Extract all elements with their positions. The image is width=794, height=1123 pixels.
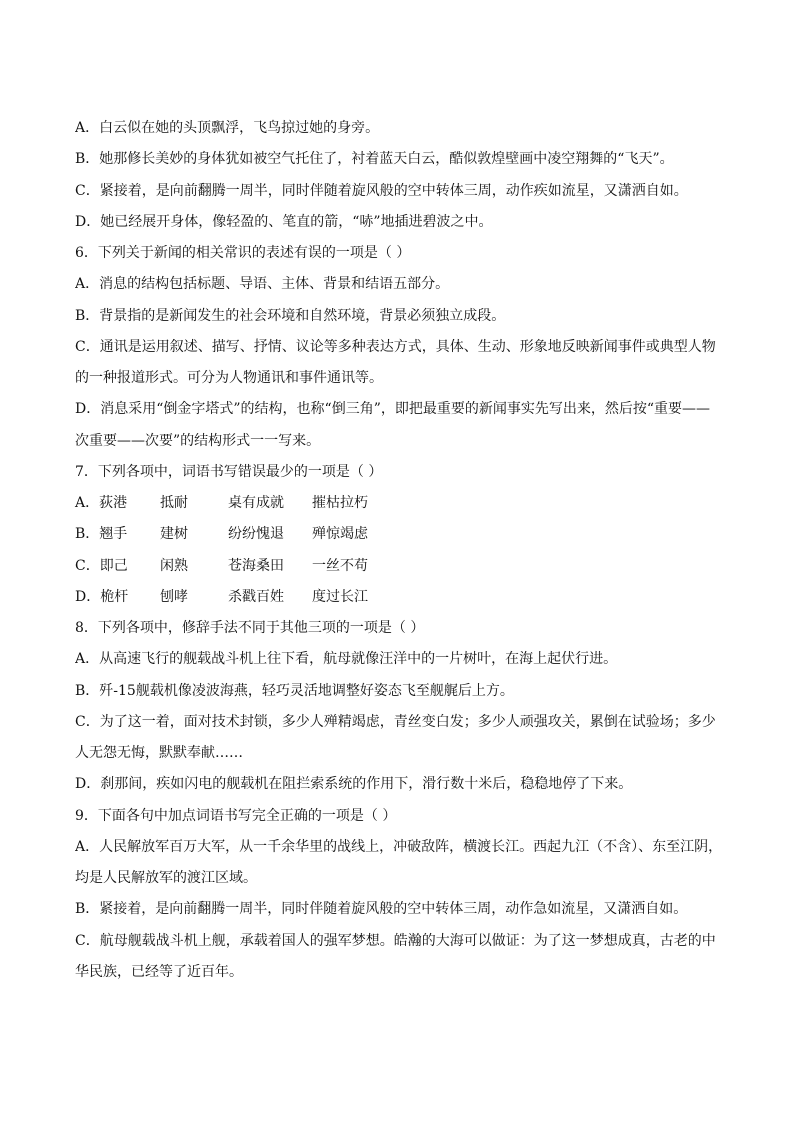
q8-stem: 8．下列各项中，修辞手法不同于其他三项的一项是（ ）	[75, 620, 425, 636]
q9-option-a-line2: 均是人民解放军的渡江区域。	[75, 870, 257, 886]
q6-option-c-line1: C．通讯是运用叙述、描写、抒情、议论等多种表达方式，具体、生动、形象地反映新闻事件或典型人物	[75, 339, 716, 355]
q7-word: 纷纷愧退	[228, 526, 284, 542]
q7-word: 一丝不苟	[312, 558, 368, 574]
q7-word: 摧枯拉朽	[312, 495, 368, 511]
q7-word: 桌有成就	[228, 495, 284, 511]
q7-word: 刨哮	[160, 589, 188, 605]
q7-word: 建树	[160, 526, 188, 542]
q7-word: 度过长江	[312, 589, 368, 605]
q7-word: C．即己	[75, 558, 128, 574]
q7-word: 苍海桑田	[228, 558, 284, 574]
q7-option-row	[75, 587, 725, 607]
q6-option-d-line2: 次重要——次要”的结构形式一一写来。	[75, 433, 321, 449]
q6-stem: 6．下列关于新闻的相关常识的表述有误的一项是（ ）	[75, 245, 411, 261]
q8-option-d: D．刹那间，疾如闪电的舰载机在阻拦索系统的作用下，滑行数十米后，稳稳地停了下来。	[75, 776, 633, 792]
q8-option-a: A．从高速飞行的舰载战斗机上往下看，航母就像汪洋中的一片树叶，在海上起伏行进。	[75, 651, 618, 667]
q9-option-a-line1: A．人民解放军百万大军，从一千余华里的战线上，冲破敌阵，横渡长江。西起九江（不含）、东至江阴，	[75, 839, 723, 855]
q7-option-row	[75, 556, 725, 576]
q9-option-b: B．紧接着，是向前翻腾一周半，同时伴随着旋风般的空中转体三周，动作急如流星，又潇洒自如。	[75, 901, 688, 917]
q8-option-b: B．歼-15舰载机像凌波海燕，轻巧灵活地调整好姿态飞至舰艉后上方。	[75, 683, 514, 699]
q7-stem: 7．下列各项中，词语书写错误最少的一项是（ ）	[75, 464, 383, 480]
q7-option-row	[75, 493, 725, 513]
q5-option-b: B．她那修长美妙的身体犹如被空气托住了，衬着蓝天白云，酷似敦煌壁画中凌空翔舞的“飞天”。	[75, 151, 674, 167]
q9-option-c-line2: 华民族，已经等了近百年。	[75, 964, 243, 980]
q5-option-c: C．紧接着，是向前翻腾一周半，同时伴随着旋风般的空中转体三周，动作疾如流星，又潇洒自如。	[75, 183, 688, 199]
q6-option-a: A．消息的结构包括标题、导语、主体、背景和结语五部分。	[75, 276, 450, 292]
q7-word: A．荻港	[75, 495, 128, 511]
q5-option-d: D．她已经展开身体，像轻盈的、笔直的箭，“哧”地插进碧波之中。	[75, 214, 493, 230]
q7-word: B．翘手	[75, 526, 128, 542]
q7-word: 殚惊竭虑	[312, 526, 368, 542]
q7-word: D．桅杆	[75, 589, 129, 605]
q9-option-c-line1: C．航母舰载战斗机上舰，承载着国人的强军梦想。皓瀚的大海可以做证：为了这一梦想成真，古老的中	[75, 933, 716, 949]
q7-word: 杀戳百姓	[228, 589, 284, 605]
q6-option-c-line2: 的一种报道形式。可分为人物通讯和事件通讯等。	[75, 370, 383, 386]
q6-option-d-line1: D．消息采用“倒金字塔式”的结构，也称“倒三角”，即把最重要的新闻事实先写出来，然后按“重要——	[75, 401, 711, 417]
q8-option-c-line1: C．为了这一着，面对技术封锁，多少人殚精竭虑，青丝变白发；多少人顽强攻关，累倒在试验场；多少	[75, 714, 716, 730]
q7-word: 闲熟	[160, 558, 188, 574]
q7-option-row	[75, 524, 725, 544]
q9-stem: 9．下面各句中加点词语书写完全正确的一项是（ ）	[75, 808, 397, 824]
q8-option-c-line2: 人无怨无悔，默默奉献……	[75, 745, 243, 761]
q6-option-b: B．背景指的是新闻发生的社会环境和自然环境，背景必须独立成段。	[75, 308, 506, 324]
q7-word: 抵耐	[160, 495, 188, 511]
q5-option-a: A．白云似在她的头顶飘浮，飞鸟掠过她的身旁。	[75, 120, 380, 136]
